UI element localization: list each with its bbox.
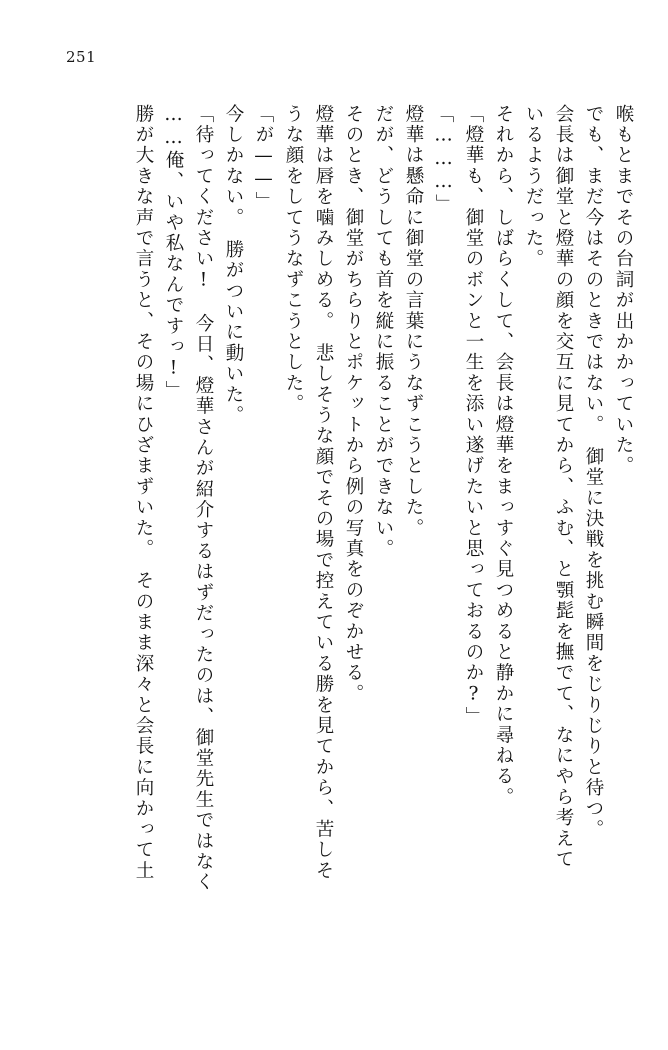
text-column: そのとき、御堂がちらりとポケットから例の写真をのぞかせる。 (343, 104, 364, 705)
text-column: うな顔をしてうなずこうとした。 (283, 104, 304, 415)
text-column: 今しかない。 勝がついに動いた。 (223, 104, 244, 426)
text-column: 「待ってください! 今日、燈華さんが紹介するはずだったのは、御堂先生ではなく (193, 104, 214, 894)
text-column: でも、まだ今はそのときではない。 御堂に決戦を挑む瞬間をじりじりと待つ。 (583, 104, 604, 840)
text-column: ……俺、いや私なんですっ!」 (163, 104, 184, 402)
text-column: 会長は御堂と燈華の顔を交互に見てから、ふむ、と顎髭を撫でて、なにやら考えて (553, 104, 574, 870)
text-column: だが、どうしても首を縦に振ることができない。 (373, 104, 394, 560)
text-column: 勝が大きな声で言うと、その場にひざまずいた。 そのまま深々と会長に向かって土 (133, 104, 154, 882)
text-column: 「燈華も、御堂のボンと一生を添い遂げたいと思っておるのか?」 (463, 104, 484, 728)
text-column: 燈華は唇を噛みしめる。 悲しそうな顔でその場で控えている勝を見てから、苦しそ (313, 104, 334, 882)
text-column: 「………」 (433, 104, 454, 215)
text-column: 「が——」 (253, 104, 274, 213)
vertical-text-body (36, 104, 632, 1014)
page-number: 251 (66, 48, 97, 66)
text-column: それから、しばらくして、会長は燈華をまっすぐ見つめると静かに尋ねる。 (493, 104, 514, 808)
text-column: 燈華は懸命に御堂の言葉にうなずこうとした。 (403, 104, 424, 539)
text-column: 喉もとまでその台詞が出かかっていた。 (613, 104, 634, 477)
text-column: いるようだった。 (523, 104, 544, 270)
